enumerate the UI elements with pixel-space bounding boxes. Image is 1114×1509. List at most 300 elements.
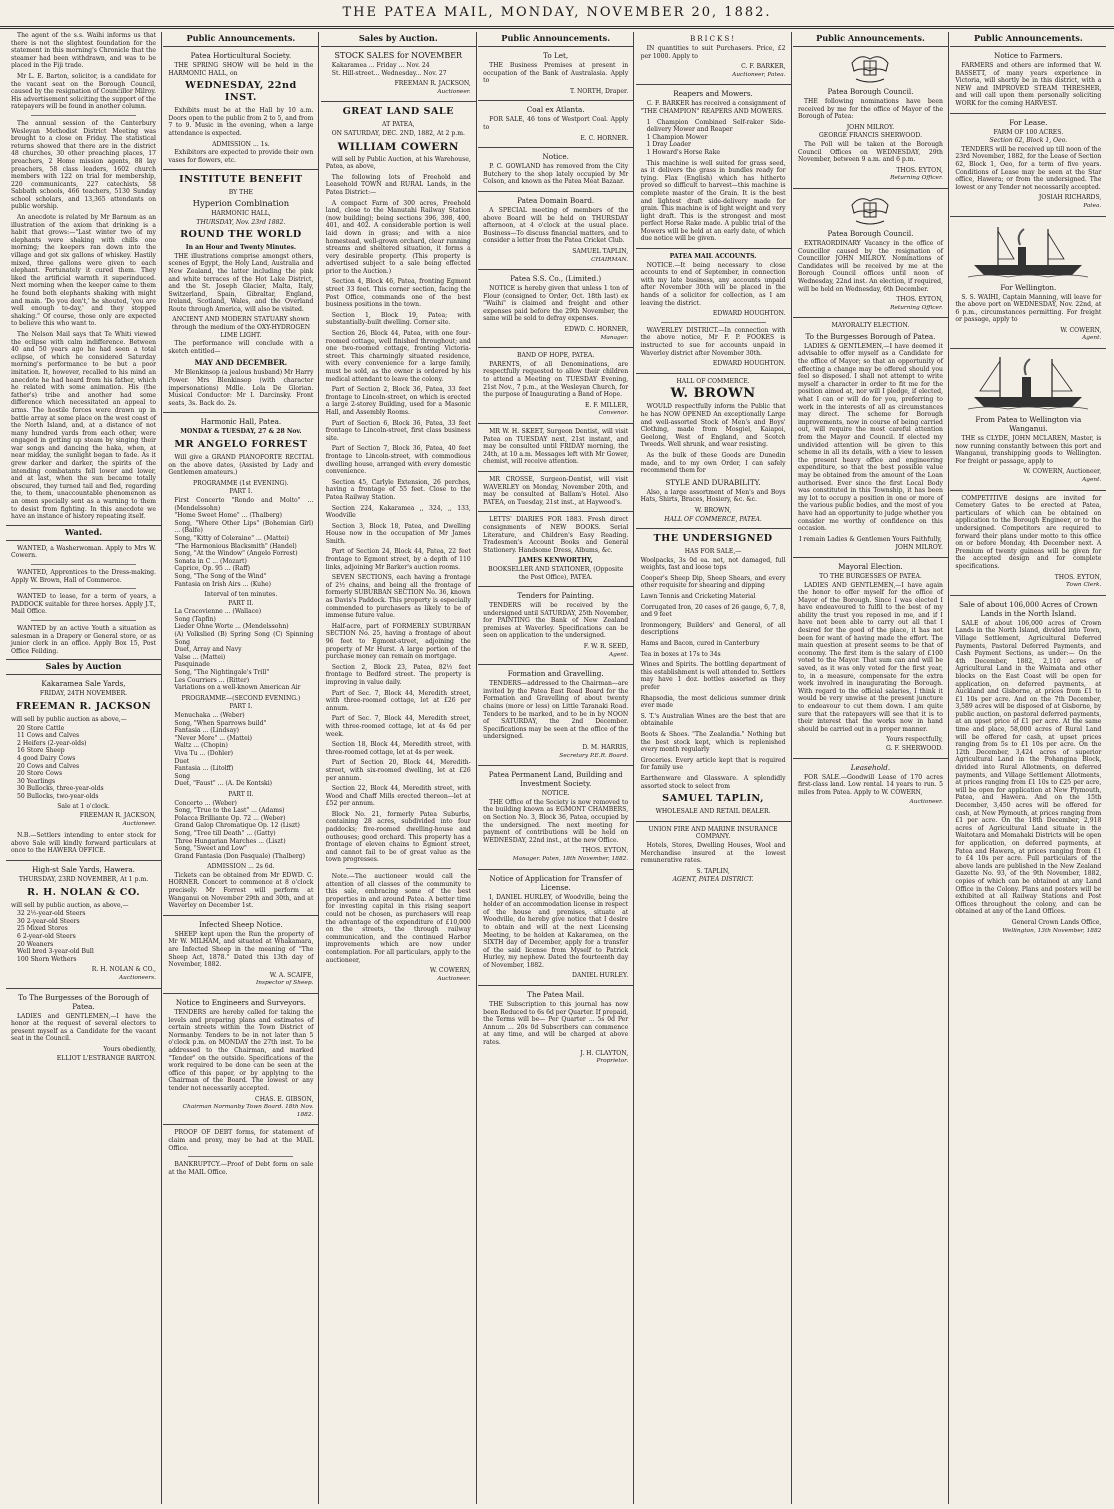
signature: T. NORTH, Draper. xyxy=(569,87,629,95)
list-item: 11 Cows and Calves xyxy=(17,732,80,740)
list-item: Lieder Ohne Worte ... (Mendelssohn) xyxy=(174,623,289,631)
signature-role: Agent. xyxy=(1082,477,1102,484)
machine-list xyxy=(647,119,786,157)
ad-text: Sale at 1 o'clock. xyxy=(57,803,110,811)
ad-text: TENDERS are hereby called for taking the levels and preparing plans and estimates of certain streets within the Town District of Normanby. Tenders to be in not later than 5 o'clock p.m. on MONDAY the 27th inst. To be addressed to the Chairman, and marked "Tender" on the outside. Specifications of the work required to be done can be seen at the office of this paper, or by applying to the Chairman of the Board. The lowest or any tender not necessarily accepted. xyxy=(168,1009,314,1092)
signature: W. COWERN, Auctioneer, xyxy=(1023,468,1102,476)
list-item: 50 Bullocks, two-year-olds xyxy=(17,792,99,800)
wanted-heading: Wanted. xyxy=(6,525,161,541)
signature: W. A. SCAIFE, xyxy=(269,971,314,979)
ad-text: THE ss CLYDE, JOHN MCLAREN, Master, is now running constantly between this port and Wanganui, transhipping goods to Wellington. For freight or passage, apply to xyxy=(955,435,1102,465)
list-item: 30 Yearlings xyxy=(17,777,56,785)
signature: THOS. EYTON, xyxy=(581,847,629,855)
signature-role: Auctioneer. xyxy=(909,799,943,806)
ad-text: A compact Farm of 300 acres, Freehold land, close to the Manutahi Railway Station (now building); being sections 396, 398, 400, 401, and 402. A considerable portion is well laid down in grass; and with a nice homestead, well-grown orchard, clear running streams and sheltered situation, it forms a very desirable property. (This property is advertised subject to a sale being effected prior to the Auction.) xyxy=(325,199,471,275)
ad-text: PROGRAMME—(SECOND EVENING.) xyxy=(181,694,301,702)
news-paragraph: The Nelson Mail says that Te Whiti viewed the eclipse with calm indifference. Between 40 and 50 years ago he had seen a total eclipse, of which he considered Saturday morning's performance to be but a poor imitation. It, however, recalled to his mind an anecdote he had heard from his father, which he related with some animation. His (the father's) tribe and another had some difference which necessitated an appeal to arms. The hostile forces were drawn up in battle array at some place on the west coast of the North Island, and, at a distance of not many hundred yards from each other, were engaged in getting up steam by singing their war songs and dancing the haka, when, at near midday, the sunlight began to fade. As it grew darker and darker, the spirits of the intending combatants fell lower and lower, and at last, when the sun became totally obscured, they turned tail and fled, regarding the, to them, unaccountable phenomenon as an omen specially sent as a warning to them to desist from fighting. In this anecdote we have an instance of history repeating itself. xyxy=(11,330,156,521)
ad-text: Exhibits must be at the Hall by 10 a.m. Doors open to the public from 2 to 5, and from 7 to 9. Music in the evening, when a large attendance is expected. xyxy=(168,107,314,137)
list-item: Song, "True to the Last" ... (Adams) xyxy=(174,807,285,815)
ad-title: Tenders for Painting. xyxy=(517,591,594,601)
ad-title: Patea Permanent Land, Building and Investment Society. xyxy=(488,770,623,789)
ad-text: Section 18, Block 44, Meredith street, with three-roomed cottage, let at 4s per week. xyxy=(325,741,471,756)
signature-role: Wellington, 13th November, 1882 xyxy=(1002,927,1102,934)
list-item: Caprice, Op. 95 ... (Raff) xyxy=(174,565,250,573)
list-item: 16 Store Sheep xyxy=(17,747,65,755)
list-item: 100 Shorn Wethers xyxy=(17,955,77,963)
ad-text: TENDERS will be received up till noon of the 23rd November, 1882, for the Lease of Section 62, Block 1, Oeo, for a term of five years. Conditions of Lease may be seen at the Star office, Hawera; or from the undersigned. The lowest or any Tender not necessarily accepted. xyxy=(955,145,1102,191)
stock-list xyxy=(17,725,156,801)
ad-text: LADIES & GENTLEMEN,—I have deemed it advisable to offer myself as a Candidate for the office of Mayor; so that an opportunity of effecting a change may be offered should you feel so disposed. I shall not attempt to write myself a character in order to fit me for the position aimed at, nor will I pledge, if elected, what I can or will do for you, preferring to work in the interests of all as circumstances may direct. The scheme for Borough improvements, now in course of being carried out, will require the most careful attention from the Mayor and Council. If elected my undivided attention will be given to this scheme in all its details, with a view to lessen the present heavy office and engineering expenditure, so that the best possible value may be obtained from the amount of the Loan authorised. Ever since the first Local Body was constituted in this Township, it has been my lot to occupy a position in one or more of the various public bodies, and the most of you have had an opportunity to judge whether you consider me worthy of confidence on this occasion. xyxy=(797,342,943,533)
newspaper-columns xyxy=(6,32,1108,1504)
ad-text: Part of Section 20, Block 44, Meredith-street, with six-roomed dwelling, let at £26 per annum. xyxy=(325,759,471,782)
signature: J. H. CLAYTON, xyxy=(580,1049,629,1057)
ad-date: THURSDAY, 23RD NOVEMBER, At 1 p.m. xyxy=(18,876,149,884)
ad-text: Note.—The auctioneer would call the attention of all classes of the community to this sale, embracing some of the best properties in and around Patea. A better time for investing capital in this rising seaport could not be chosen, as purchasers will reap the advantage of the expenditure of £10,000 on the streets, the through railway communication, and the continued Harbor improvements which are now under contemplation. For all particulars, apply to the auctioneer, xyxy=(325,873,471,964)
ad-text: PART I. xyxy=(229,703,253,711)
list-item: (A) Volkslied (B) Spring Song (C) Spinning Song xyxy=(174,631,314,646)
wanted-ad: WANTED by an active Youth a situation as salesman in a Drapery or General store, or as junior clerk in an office. Apply Box 15, Post Office Feilding. xyxy=(11,624,156,655)
ad-text: LADIES AND GENTLEMEN,—I have again the honor to offer myself for the office of Mayor of the Borough. Since I was elected I have endeavoured to fulfil to the best of my ability the trust you reposed in me, and if I have not been able to carry out all that I desired for the good of the place, it has not been for want of having made the effort. The main question at present seems to be that of economy. The first item is the salary of £100 voted to the Mayor. That sum can and will be saved, as it was only voted for the first year, to, in a measure, compensate for the extra work involved in inaugurating the Borough. With regard to the official salaries, I think it would be very unwise at the present juncture to endeavour to cut them down. I am quite sure that the ratepayers will see that it is to their interest that the works now in hand should be carried out in a proper manner. xyxy=(797,581,943,733)
signature-role: HALL OF COMMERCE, PATEA. xyxy=(664,515,762,523)
ad-title: MAY AND DECEMBER. xyxy=(194,358,288,368)
ad-text: HAS FOR SALE,— xyxy=(684,548,742,556)
signature-role: BOOKSELLER AND STATIONER, (Opposite the Post Office), PATEA. xyxy=(488,565,624,581)
ad-date: MONDAY & TUESDAY, 27 & 28 Nov. xyxy=(180,428,302,436)
ad-text: PART II. xyxy=(228,599,254,607)
list-item: Concerto ... (Weber) xyxy=(174,799,237,807)
list-item: S. T.'s Australian Wines are the best that are obtainable xyxy=(640,712,786,728)
ad-text: Section 224, Kakaramea ,, 324, ,, 133, Woodville xyxy=(325,504,471,520)
ad-text: Part of Sec. 7, Block 44, Meredith street, with three-roomed cottage, let at £26 per annum. xyxy=(325,689,471,712)
ad-title: Formation and Gravelling. xyxy=(507,669,604,679)
signature-role: Manager. Paten, 18th November, 1882. xyxy=(512,855,629,862)
signature: E. F. MILLER, xyxy=(584,401,629,409)
signature-role: Proprietor. xyxy=(596,1058,629,1065)
list-item: 1 Champion Mower xyxy=(646,133,708,141)
signature: ELLIOT L'ESTRANGE BARTON. xyxy=(56,1054,156,1062)
ad-text: Part of Section 24, Block 44, Patea, 22 feet frontage to Egmont street, by a depth of 110 links, adjoining Mr Barker's auction rooms. xyxy=(325,548,471,571)
list-item: Song, "At the Window" (Angelo Forrest) xyxy=(174,550,298,558)
ad-title: Patea Domain Board. xyxy=(517,195,595,205)
list-item: Corrugated Iron, 20 cases of 26 gauge, 6, 7, 8, and 9 feet xyxy=(640,603,786,619)
signature: JAMES KENWORTHY, xyxy=(518,557,593,565)
signature-role: CHAIRMAN. xyxy=(591,256,629,263)
signature: D. M. HARRIS, xyxy=(582,744,629,751)
ad-title: BRICKS! xyxy=(689,34,737,43)
ad-title: Harmonic Hall, Patea. xyxy=(200,417,282,427)
list-item: 30 Bullocks, three-year-olds xyxy=(17,785,104,793)
ad-text: THE SPRING SHOW will be held in the HARMONIC HALL, on xyxy=(168,62,314,77)
ad-text: LADIES and GENTLEMEN,—I have the honor at the request of several electors to present myself as a Candidate for the vacant seat in the Council. xyxy=(11,1012,156,1043)
signature-role: Chairman Normanby Town Board. 18th Nov. 1882. xyxy=(182,1104,314,1118)
ad-text: NOTICE is hereby given that unless 1 ton of Flour (consigned to Order, Oct. 18th last) ex "Waihi" is claimed and freight and other expenses paid before the 29th November, the same will be sold to defray expenses. xyxy=(483,285,629,323)
ad-text: FARMERS and others are informed that W. BASSETT, of many years experience in Victoria, will shortly be in this district, with a NEW and IMPROVED STEAM THRESHER, and will call upon them personally soliciting WORK for the coming HARVEST. xyxy=(955,62,1102,107)
column-3 xyxy=(321,32,477,1504)
list-item: Fantasia on Irish Airs ... (Kuhe) xyxy=(174,580,271,588)
ad-text: Section 45, Carlyle Extension, 26 perches, having a frontage of 55 feet. Close to the Patea Railway Station. xyxy=(325,478,471,501)
ad-text: The performance will conclude with a sketch entitled— xyxy=(168,340,314,355)
ad-title: For Lease. xyxy=(1009,117,1048,127)
ad-title: Notice. xyxy=(542,152,569,162)
wanted-ad: WANTED to lease, for a term of years, a PADDOCK suitable for three horses. Apply J.T., Mail Office. xyxy=(11,593,156,616)
list-item: 1 Dray Loader xyxy=(646,141,691,149)
signature: W. COWERN, xyxy=(429,967,471,975)
signature: General Crown Lands Office, xyxy=(1011,918,1102,926)
ad-title: STYLE AND DURABILITY. xyxy=(665,477,761,487)
ad-title: To The Burgesses of the Borough of Patea. xyxy=(18,992,149,1011)
signature: DANIEL HURLEY. xyxy=(572,972,629,980)
ad-text: N.B.—Settlers intending to enter stock for above Sale will kindly forward particulars at once to the HAWERA OFFICE. xyxy=(11,832,156,855)
performer-name: MR ANGELO FORREST xyxy=(174,439,308,450)
ad-text: will sell by public auction, as above,— xyxy=(11,901,129,909)
nominee-name: JOHN MILROY. xyxy=(846,123,895,131)
list-item: Polacca Brilliante Op. 72 ... (Weber) xyxy=(174,814,286,822)
coat-of-arms-icon xyxy=(848,51,892,85)
list-item: Duet, Array and Navy xyxy=(174,646,242,654)
ad-text: Part of Sec. 7, Block 44, Meredith street, with three-roomed cottage, let at 4s 6d per week. xyxy=(325,715,471,738)
list-item: Song, "When Sparrows build" xyxy=(174,719,267,727)
list-item: 20 Store Cows xyxy=(17,770,63,778)
list-item: Song, "The Nightingale's Trill" xyxy=(174,669,270,677)
column-4 xyxy=(478,32,634,1504)
list-item: "The Harmonious Blacksmith" (Handel) xyxy=(174,542,297,550)
list-item: Les Courriers ... (Ritter) xyxy=(174,676,250,684)
ad-text: Block No. 21, formerly Patea Suburbs, containing 28 acres, subdivided into four paddocks; five-roomed dwelling-house and outhouses; good orchard. This property has a frontage of eleven chains to Egmont street, and cannot fail to be of great value as the town progresses. xyxy=(325,810,471,864)
signature: THOS. EYTON, xyxy=(896,166,943,174)
ad-text: FARM OF 100 ACRES. xyxy=(993,128,1064,136)
column-6 xyxy=(793,32,949,1504)
list-item: Song, "Where Other Lips" (Bohemian Girl) ... (Balfe) xyxy=(174,519,314,535)
signature: Yours obediently, xyxy=(103,1045,156,1053)
ad-text: The Poll will be taken at the Borough Council Offices on WEDNESDAY, 29th November, between 9 a.m. and 6 p.m. xyxy=(797,140,943,164)
signature-role: WHOLESALE AND RETAIL DEALER. xyxy=(655,808,771,816)
ad-text: PART II. xyxy=(228,790,254,798)
signature-role: Returning Officer. xyxy=(890,175,943,182)
ad-text: Section 62, Block 1, Oeo. xyxy=(989,137,1068,145)
list-item: Variations on a well-known American Air xyxy=(174,684,301,692)
ad-text: Part of Section 2, Block 36, Patea, 33 feet frontage to Lincoln-street, on which is erected a large 2-storey Building, used for a Masonic Hall, and Assembly Rooms. xyxy=(325,386,471,416)
ad-text: Section 3, Block 18, Patea, and Dwelling House now in the occupation of Mr James Smith. xyxy=(325,522,471,545)
signature: Yours respectfully, xyxy=(886,736,943,744)
auctioneer-name: FREEMAN R. JACKSON xyxy=(15,700,152,712)
steamship-icon xyxy=(968,221,1088,279)
list-item: Lawn Tennis and Cricketing Material xyxy=(640,593,756,601)
ad-text: S. S. WAIHI, Captain Manning, will leave for the above port on WEDNESDAY, Nov. 22nd, at 6 p.m., circumstances permitting. For freight or passage, apply to xyxy=(955,293,1102,324)
list-item: St. Hill-street... Wednesday... Nov. 27 xyxy=(331,69,447,77)
merchant-name: W. BROWN xyxy=(670,386,756,402)
news-paragraph: The agent of the s.s. Waihi informs us that there is not the slightest foundation for the statement in this morning's Chronicle that the steamer had been withdrawn, and was to be placed in the Fiji trade. xyxy=(11,32,156,70)
ad-text: THE Office of the Society is now removed to the building known as EGMONT CHAMBERS, on Section No. 3, Block 36, Patea, occupied by the undersigned. The next meeting for payment of contributions will be held on WEDNESDAY, 22nd inst., at the new Office. xyxy=(483,798,629,844)
ad-text: BY THE xyxy=(228,189,253,197)
signature-role: Auctioneer, Patea. xyxy=(732,71,786,78)
list-item: Viva Tu ... (Dohler) xyxy=(174,749,234,757)
list-item: Hams and Bacon, cured in Canterbury xyxy=(640,640,760,648)
ad-title: BAND OF HOPE, PATEA. xyxy=(516,352,595,360)
list-item: Song, "Kitty of Coleraine" ... (Mattei) xyxy=(174,534,289,542)
list-item: Sonata in C ... (Mozart) xyxy=(174,557,247,565)
ad-title: UNION FIRE AND MARINE INSURANCE COMPANY. xyxy=(648,825,778,841)
ad-title: Kakaramea Sale Yards, xyxy=(41,679,126,689)
list-item: Valse ... (Mattei) xyxy=(174,653,226,661)
signature: FREEMAN R. JACKSON, xyxy=(394,80,471,88)
signature-role: Patea. xyxy=(1083,202,1102,209)
signature-role: AGENT, PATEA DISTRICT. xyxy=(672,876,754,884)
ad-text: PARENTS, of all Denominations, are respectfully requested to allow their children to attend a Meeting on TUESDAY Evening, 21st Nov., 7 p.m., at the Wesleyan Church, for the purpose of Inaugurating a Band of Hope. xyxy=(483,360,629,399)
ad-title: The Patea Mail. xyxy=(527,990,585,1000)
ad-text: FOR SALE.—Goodwill Lease of 170 acres first-class land. Low rental. 14 years to run. 5 miles from Patea. Apply to W. COWERN, xyxy=(797,773,943,796)
ad-title: To Let, xyxy=(543,51,569,60)
signature-role: Secretary P.E.R. Board. xyxy=(559,752,629,759)
wanted-ad: WANTED, a Washerwoman. Apply to Mrs W. Cowern. xyxy=(11,544,156,560)
signature-role: Auctioneer. xyxy=(122,820,156,827)
list-item: Rhapsodia, the most delicious summer drink ever made xyxy=(640,694,786,710)
programme-list xyxy=(174,608,313,692)
ad-text: LETTS' DIARIES FOR 1883. Fresh direct consignments of NEW BOOKS. Serial Literature, and Children's Easy Reading. Tradesmen's Account Books and General Stationery. Handsome Dress, Albums, &c. xyxy=(483,516,629,554)
signature: EDWD. C. HORNER, xyxy=(564,326,629,334)
masthead-title: THE PATEA MAIL, MONDAY, NOVEMBER 20, 1882. xyxy=(342,5,772,20)
ad-text: P. C. GOWLAND has removed from the City Butchery to the shop lately occupied by Mr Colson, and known as the Patea Meat Bazaar. xyxy=(483,163,629,186)
signature: SAMUEL TAPLIN, xyxy=(572,247,629,255)
ad-title: From Patea to Wellington via Wanganui. xyxy=(975,415,1082,434)
ad-title: Reapers and Mowers. xyxy=(673,89,753,99)
signature-role: Agent. xyxy=(608,651,629,658)
list-item: 6 2-year-old Steers xyxy=(17,933,76,940)
list-item: 30 2-year-old Steers xyxy=(17,917,80,925)
list-item: 1 Champion Combined Self-raker Side-delivery Mower and Reaper xyxy=(646,118,786,134)
ad-text: BANKRUPTCY.—Proof of Debt form on sale at the MAIL Office. xyxy=(168,1161,314,1176)
ad-text: FOR SALE, 46 tons of Westport Coal. Apply to xyxy=(483,116,629,131)
list-item: Boots & Shoes. "The Zealandia." Nothing but the best stock kept, which is replenished every month regularly xyxy=(640,730,786,754)
signature-role: Agent. xyxy=(1082,335,1102,342)
programme-list xyxy=(174,497,313,588)
signature: E. C. HORNER. xyxy=(580,134,629,142)
list-item: Song, "The Song of the Wind" xyxy=(174,572,267,580)
signature-role: Auctioneer. xyxy=(437,88,471,95)
ad-title: Patea Borough Council. xyxy=(827,228,914,238)
list-item: Duet, "Faust" ... (A. De Kontski) xyxy=(174,780,273,788)
ad-title: Notice to Engineers and Surveyors. xyxy=(175,998,306,1007)
list-item: 25 Mixed Stores xyxy=(17,925,68,933)
ad-text: will sell by Public Auction, at his Warehouse, Patea, as above, xyxy=(325,155,471,171)
list-item: 20 Store Cattle xyxy=(17,724,65,732)
nominee-name: GEORGE FRANCIS SHERWOOD. xyxy=(818,132,923,140)
ad-text: SHEEP kept upon the Run the property of Mr W. MILHAM, and situated at Whakamara, are Infected Sheep in the meaning of "The Sheep Act, 1878." Dated this 13th day of November, 1882. xyxy=(168,930,314,969)
news-paragraph: The annual session of the Canterbury Wesleyan Methodist District Meeting was brought to a close on Friday. The statistical returns showed that there are in the district 48 churches, 30 other preaching places, 17 preachers, 2 Home mission agents, 88 lay preachers, 58 class leaders, 1602 church members with 122 on trial for membership, 220 communicants, 227 catechists, 58 Sabbath schools, 466 teachers, 5130 Sunday school scholars, and 13,365 attendants on public worship. xyxy=(11,119,156,211)
ad-text: In an Hour and Twenty Minutes. xyxy=(185,244,297,252)
list-item: Kakaramea ... Friday ... Nov. 24 xyxy=(331,62,430,69)
signature: R. H. NOLAN & CO., xyxy=(91,966,156,974)
column-heading: Public Announcements. xyxy=(163,32,318,47)
ad-text: IN quantities to suit Purchasers. Price, £2 per 1000. Apply to xyxy=(640,45,786,60)
ad-text: Mr Blenkinsop (a jealous husband) Mr Harry Power. Mrs Blenkinsop (with character impersonations) Mdlle. Lola De Glorian. Musical Conductor: Mr I. Darcinsky. Front seats, 3s. Back do. 2s. xyxy=(168,369,314,407)
column-heading: Public Announcements. xyxy=(793,32,948,47)
signature: THOS. EYTON, xyxy=(896,296,943,304)
ad-text: C. F. BARKER has received a consignment of "THE CHAMPION" REAPERS AND MOWERS. xyxy=(640,100,786,115)
ad-title: GREAT LAND SALE xyxy=(342,106,454,118)
ad-text: Section 22, Block 44, Meredith street, with Wood and Chaff Mills erected thereon—let at £52 per annum. xyxy=(325,785,471,808)
ad-text: SALE of about 106,000 acres of Crown Lands in the North Island, divided into Town, Village Settlement, Agricultural Deferred Payments, Pastoral Deferred Payments, and Cash Payment Sections, as under:— On the 4th December, 1882, 2,110 acres of Agricultural Land in the Waimata and other blocks on the East Coast will be open for application, on deferred payments, at Auckland and Gisborne, at prices from £1 to £1 10s per acre. And on the 7th December, 3,589 acres will be disposed of at Gisborne, by public auction, on pastoral deferred payments, at an upset price of £1 per acre. At the same time and place, 58,000 acres of Rural Land will be offered for cash, at upset prices ranging from 5s to £1 10s per acre. On the 12th December, 3,424 acres of superior Agricultural Land in the Pohangina Block, divided into Rural Allotments, on deferred payments, and Village Settlement Allotments, at prices ranging from £1 10s to £25 per acre, will be open for application at New Plymouth, Patea, and Hawera. And on the 15th December, 3,450 acres will be offered for cash, at New Plymouth, at prices ranging from £1 per acre. On the 18th December, 2,918 acres of Agricultural Land situate in the Waitotara and Momahaki Districts will be open for application, on deferred payments, at Patea and Hawera, at prices ranging from £1 to £4 10s per acre. Full particulars of the above lands are published in the New Zealand Gazette No. 93, of the 9th November, 1882, copies of which can be obtained at any Land Office in the Colony. Plans and posters will be exhibited at all Railway Stations and Post Offices throughout the colony, and can be obtained at any of the Land Offices. xyxy=(955,619,1102,916)
signature: G. F. SHERWOOD. xyxy=(886,744,943,752)
ad-title: Coal ex Atlanta. xyxy=(526,105,585,115)
signature: C. F. BARKER, xyxy=(741,63,786,71)
ad-text: Tickets can be obtained from Mr EDWD. C. HORNER. Concert to commence at 8 o'clock precisely. Mr Forrest will perform at Wanganui on November 29th and 30th, and at Waverley on December 1st. xyxy=(168,871,314,910)
ad-title: ROUND THE WORLD xyxy=(180,229,302,241)
signature: EDWARD HOUGHTON. xyxy=(712,310,786,318)
ad-title: Notice of Application for Transfer of License. xyxy=(489,873,622,892)
ad-text: MR CROSSE, Surgeon-Dentist, will visit WAVERLEY on Monday, November 20th, and may be consulted at Ballam's Hotel. Also PATEA, on Tuesday, 21st inst., at Haywood's. xyxy=(483,475,629,506)
list-item: Song xyxy=(174,772,191,780)
signature: CHAS. E. GIBSON, xyxy=(255,1095,314,1103)
news-paragraph: An anecdote is related by Mr Barnum as an illustration of the axiom that drinking is a habit that grows:—"Last winter two of my elephants were shaking with chills one morning; the keepers ran down into the village and got six gallons of whiskey. Hastily mixed, three gallons were given to each elephant. Fortunately it cured them. They liked the artificial warmth it superinduced. Next morning when the keeper came to them he found both elephants shaking with might and main. 'Do you don't,' he shouted, 'you are well enough to-day,' and they stopped shaking." Of course, those only are expected to believe this who want to. xyxy=(11,214,156,328)
ad-text: ADMISSION ... 2s 6d. xyxy=(207,863,275,871)
signature-role: Town Clerk. xyxy=(1066,582,1102,589)
list-item: Groceries. Every article kept that is required for family use xyxy=(640,756,786,772)
list-item: Tea in boxes at 17s to 34s xyxy=(640,650,721,658)
programme-list xyxy=(174,800,313,861)
ad-text: Will give a GRAND PIANOFORTE RECITAL on the above dates, (Assisted by Lady and Gentlemen amateurs.) xyxy=(168,454,314,477)
list-item: Fantasia ... (Lindsay) xyxy=(174,727,240,735)
ad-text: As the bulk of these Goods are Dunedin made, and to my own Order, I can safely recommend them for xyxy=(640,451,786,475)
auctioneer-name: R. H. NOLAN & CO. xyxy=(26,886,141,898)
signature-role: Auctioneer. xyxy=(437,975,471,982)
ad-date: THURSDAY, Nov. 23rd 1882. xyxy=(196,218,286,226)
masthead xyxy=(0,0,1114,27)
list-item: Duet xyxy=(174,757,190,765)
ad-text: TO THE BURGESSES OF PATEA. xyxy=(819,572,922,580)
column-heading: Public Announcements. xyxy=(478,32,633,47)
ad-text: AT PATEA, xyxy=(382,121,415,129)
list-item: Pasquinade xyxy=(174,661,210,669)
list-item: 32 2½-year-old Steers xyxy=(17,910,86,918)
signature: S. TAPLIN, xyxy=(696,867,730,875)
ad-text: ADMISSION ... 1s. xyxy=(212,140,270,148)
ad-title: MAYORALTY ELECTION. xyxy=(831,322,910,330)
ad-title: HALL OF COMMERCE. xyxy=(676,377,750,385)
ad-text: Interval of ten minutes. xyxy=(204,591,278,599)
ad-text: MR W. H. SKEET, Surgeon Dentist, will visit Patea on TUESDAY next, 21st instant, and may be consulted until FRIDAY morning, the 24th, at 10 a.m. Messages left with Mr Gower, chemist, will receive attention. xyxy=(483,428,629,466)
list-item: "Never More" ... (Mattei) xyxy=(174,734,253,742)
list-item: Woolpacks, 3s 0d ea. net, not damaged, full weights, fast and loose tops xyxy=(640,556,786,572)
ad-title: Sale of about 106,000 Acres of Crown Lands in the North Island. xyxy=(959,599,1098,618)
ad-text: Hotels, Stores, Dwelling Houses, Wool and Merchandise insured at the lowest remunerative rates. xyxy=(640,841,786,865)
ad-text: Part of Section 7, Block 36, Patea, 40 feet frontage to Lincoln-street, with commodious dwelling house, arranged with every domestic convenience. xyxy=(325,445,471,476)
ad-text: PROGRAMME (1st EVENING). xyxy=(193,479,289,487)
ad-text: EXTRAORDINARY Vacancy in the office of Councillor caused by the resignation of Councillor JOHN MILROY. Nominations of Candidates will be received by me at the Borough Council offices until noon of Wednesday, 22nd inst. An election, if required, will be held on Wednesday, 6th December. xyxy=(797,239,943,293)
ad-title: Leasehold. xyxy=(850,762,891,772)
signature-role: Returning Officer. xyxy=(890,304,943,311)
ad-text: Section 1, Block 19, Patea; with substantially-built dwelling. Corner site. xyxy=(325,311,471,327)
ad-text: PART I. xyxy=(229,488,253,496)
ad-text: Section 2, Block 23, Patea, 82½ feet frontage to Bedford street. The property is improving in value daily. xyxy=(325,663,471,686)
wanted-ad: WANTED, Apprentices to the Dress-making. Apply W. Brown, Hall of Commerce. xyxy=(11,569,156,584)
ad-title: For Wellington. xyxy=(1000,282,1057,292)
ad-text: I remain Ladies & Gentlemen Yours Faithfully, xyxy=(799,535,942,543)
signature: JOHN MILROY. xyxy=(895,544,943,552)
ad-title: Hyperion Combination xyxy=(192,197,290,208)
ad-text: This machine is well suited for grass seed, as it delivers the grass in bundles ready for tying. Flax (English) which has hitherto proved so difficult to harvest—this machine is complete master of the Grain. It is the best and lightest draft side-delivery made for grain. This machine is of light weight and very light draft. This is the strongest and most perfect Horse Rake made. A public trial of the Mowers will be held at an early date, of which due notice will be given. xyxy=(640,159,786,243)
programme-list xyxy=(174,712,313,788)
list-item: 20 Cows and Calves xyxy=(17,762,80,770)
ad-text: THE following nominations have been received by me for the office of Mayor of the Borough of Patea: xyxy=(797,98,943,121)
column-heading: Sales by Auction. xyxy=(321,32,476,47)
steamship-icon xyxy=(968,353,1088,411)
sale-list xyxy=(332,62,471,77)
column-5 xyxy=(636,32,792,1504)
column-heading: Public Announcements. xyxy=(950,32,1106,47)
ad-text: A SPECIAL meeting of members of the above Board will be held on THURSDAY afternoon, at 4 o'clock at the usual place. Business—To discuss financial matters, and to consider a letter from the Patea Cricket Club. xyxy=(483,206,629,245)
merchant-name: SAMUEL TAPLIN, xyxy=(662,793,764,805)
signature: W. COWERN, xyxy=(1060,326,1102,334)
list-item: 20 Weaners xyxy=(17,940,54,948)
ad-text: ANCIENT AND MODERN STATUARY shown through the medium of the OXY-HYDROGEN LIME LIGHT. xyxy=(171,316,311,339)
list-item: Fantasia ... (Litolff) xyxy=(174,765,234,773)
ad-title: High-st Sale Yards, Hawera. xyxy=(32,865,135,875)
sales-heading: Sales by Auction xyxy=(6,659,161,675)
list-item: "Home Sweet Home" ... (Thalberg) xyxy=(174,512,282,520)
column-7 xyxy=(950,32,1106,1504)
goods-list xyxy=(641,557,786,790)
ad-text: HARMONIC HALL, xyxy=(211,209,271,217)
ad-title: Notice to Farmers. xyxy=(994,51,1063,60)
list-item: Grand Fantasia (Don Pasquale) (Thalberg) xyxy=(174,852,306,860)
ad-text: NOTICE.—It being necessary to close accounts to end of September, in connection with my late business, any accounts unpaid after November 30th will be placed in the hands of a solicitor for collection, as I am leaving the district. xyxy=(640,261,786,307)
signature-role: Inspector of Sheep. xyxy=(255,980,314,987)
list-item: Song (Tapfin) xyxy=(174,615,216,623)
ad-title: PATEA MAIL ACCOUNTS. xyxy=(669,253,757,261)
ad-title: INSTITUTE BENEFIT xyxy=(179,174,303,186)
ad-text: Exhibitors are expected to provide their own vases for flowers, etc. xyxy=(168,149,314,164)
signature-role: Manager. xyxy=(600,334,629,341)
ad-text: THE Subscription to this journal has now been Reduced to 6s 6d per Quarter. If prepaid, the Terms will be— Per Quarter ... 5s 0d Per Annum ... 20s 0d Subscribers can commence at any time, and will be charged at above rates. xyxy=(483,1001,629,1047)
signature: W. BROWN, xyxy=(694,506,732,514)
signature: F. W. R. SEED, xyxy=(583,643,629,651)
ad-text: The following lots of Freehold and Leasehold TOWN and RURAL Lands, in the Patea District:— xyxy=(325,173,471,196)
signature: JOSIAH RICHARDS, xyxy=(1038,194,1102,202)
list-item: Wines and Spirits. The bottling department of this establishment is well attended to. Settlers may have 1 doz. bottles assorted as they prefer xyxy=(640,661,786,691)
ad-date: FRIDAY, 24TH NOVEMBER. xyxy=(39,690,128,698)
coat-of-arms-icon xyxy=(848,193,892,227)
ad-text: Half-acre, part of FORMERLY SUBURBAN SECTION No. 25, having a frontage of about 96 feet to Egmont-street, adjoining the property of Mr Hurst. A large portion of the purchase money can remain on mortgage. xyxy=(325,622,471,661)
list-item: Menuchaka ... (Weber) xyxy=(174,712,245,719)
list-item: 2 Heifers (2-year-olds) xyxy=(17,739,87,747)
ad-text: TENDERS will be received by the undersigned until SATURDAY, 25th November, for PAINTING the Bank of New Zealand premises at Waverley. Specifications can be seen on application to the undersigned. xyxy=(483,602,629,640)
ad-text: THE illustrations comprise amongst others, scenes of Egypt, the Holy Land, Australia and New Zealand, the latter including the pink and white terraces of the Hot Lake District, and the St. Joseph Glacier, Malta, Italy, Switzerland, Spain, Gibraltar, England, Ireland, Scotland, Wales, and the Overland Route through America, will also be visited. xyxy=(168,252,314,313)
news-paragraph: Mr L. E. Barton, solicitor, is a candidate for the vacant seat on the Borough Council, caused by the resignation of Councillor Milroy. His advertisement soliciting the support of the ratepayers will be found in another column. xyxy=(11,72,156,111)
list-item: Cooper's Sheep Dip, Sheep Shears, and every other requisite for shearing and dipping xyxy=(640,574,786,590)
list-item: Well bred 3-year-old Bull xyxy=(17,948,94,956)
list-item: Earthenware and Glassware. A splendidly assorted stock to select from xyxy=(640,774,786,790)
list-item: Song, "Tree till Death" ... (Gatty) xyxy=(174,829,276,837)
ad-title: THE UNDERSIGNED xyxy=(653,533,773,545)
ad-text: WOULD respectfully inform the Public that he has NOW OPENED An exceptionally Large and well-assorted Stock of Men's and Boys' Clothing, made from Mosgiel, Kaiapoi, Geelong, West of England, and Scotch Tweeds. Well shrunk, and wear resisting. xyxy=(640,403,786,449)
ad-title: Mayoral Election. xyxy=(838,561,903,571)
stock-list xyxy=(17,910,156,963)
list-item: 1 Howard's Horse Rake xyxy=(646,148,720,156)
signature-role: Auctioneers. xyxy=(118,974,156,981)
ad-text: PROOF OF DEBT forms, for statement of claim and proxy, may be had at the MAIL Office. xyxy=(168,1129,314,1152)
ad-text: NOTICE. xyxy=(541,790,570,798)
ad-title: STOCK SALES for NOVEMBER xyxy=(334,51,463,60)
ad-date: WEDNESDAY, 22nd INST. xyxy=(185,80,297,104)
signature-role: Convenor. xyxy=(598,410,629,417)
ad-title: To the Burgesses Borough of Patea. xyxy=(805,331,936,341)
ad-text: THE Business Premises at present in occupation of the Bank of Australasia. Apply to xyxy=(483,62,629,85)
ad-text: COMPETITIVE designs are invited for Cemetery Gates to be erected at Patea, particulars of which can be obtained on application to the Borough Engineer, or to the undersigned. Competitors are required to forward their plans under motto to this office on or before Monday, 4th December next. A Premium of twenty guineas will be given for the accepted design and for complete specifications. xyxy=(955,494,1102,570)
list-item: First Concerto "Rondo and Molto" ... (Mendelssohn) xyxy=(174,496,314,512)
list-item: Ironmongery, Builders' and General, of all descriptions xyxy=(640,621,786,637)
list-item: Song, "Sweet and Low" xyxy=(174,845,247,853)
list-item: Grand Galop Chromatique Op. 12 (Liszt) xyxy=(174,822,300,830)
